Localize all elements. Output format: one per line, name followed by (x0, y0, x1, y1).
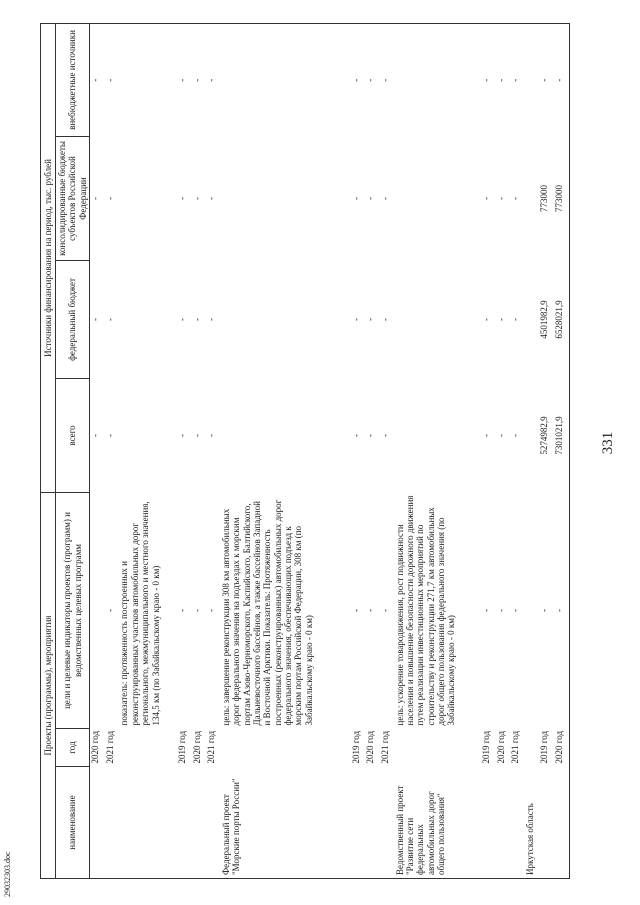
cell-extra: - (105, 23, 120, 136)
table-row (221, 23, 351, 878)
table-row (177, 23, 192, 878)
table-row (90, 23, 105, 878)
cell-extra (221, 23, 351, 136)
cell-extra: - (206, 23, 221, 136)
cell-total: - (90, 433, 101, 437)
table-row (395, 23, 481, 878)
cell-name (206, 767, 221, 879)
cell-federal (221, 260, 351, 378)
table-row (525, 23, 540, 878)
cell-regional: - (191, 196, 202, 200)
cell-total (221, 378, 351, 492)
cell-goal: - (539, 609, 550, 612)
cell-total: - (104, 433, 115, 437)
cell-federal: - (365, 317, 376, 321)
cell-name (380, 767, 395, 879)
table-row (539, 23, 554, 878)
cell-name (539, 767, 554, 879)
cell-extra: - (496, 23, 511, 136)
cell-total (395, 378, 481, 492)
cell-federal: 6528021,9 (554, 260, 569, 378)
cell-name (510, 767, 525, 879)
cell-regional (221, 136, 351, 260)
cell-regional: - (104, 196, 115, 200)
cell-name: Иркутская область (525, 767, 540, 879)
cell-total: - (350, 433, 361, 437)
cell-year (395, 729, 481, 767)
cell-goal: - (365, 609, 376, 612)
cell-year (119, 729, 177, 767)
cell-name: Ведомственный проект "Развитие сети федеральных автомобильных дорог общего пользования" (395, 767, 481, 879)
cell-extra: - (554, 23, 569, 136)
table-row (192, 23, 207, 878)
cell-goal: - (379, 609, 390, 612)
table-row (554, 23, 569, 878)
cell-total: 5274982,9 (539, 416, 550, 455)
cell-regional: - (365, 196, 376, 200)
cell-total (119, 378, 177, 492)
cell-name (90, 767, 105, 879)
cell-regional (119, 136, 177, 260)
cell-extra (119, 23, 177, 136)
cell-year: 2020 год (554, 729, 569, 767)
cell-goal: - (350, 609, 361, 612)
cell-name (481, 767, 496, 879)
cell-extra: - (351, 23, 366, 136)
cell-extra (525, 23, 540, 136)
cell-goal: показатель: протяженность построенных и реконструированных участков автомобильных дорог регионального, межмуниципального и местного значения, 134,5 км (по Забайкальскому краю - 0 км) (119, 501, 161, 726)
cell-year: 2020 год (365, 730, 376, 764)
cell-goal: - (554, 492, 569, 728)
cell-regional: - (206, 196, 217, 200)
cell-year: 2020 год (495, 730, 506, 764)
cell-total: - (191, 433, 202, 437)
header-name: наименование (56, 767, 90, 879)
header-financing-group: Источники финансирования на период, тыс. рублей (41, 23, 56, 492)
cell-total: - (510, 433, 521, 437)
header-extrabudget: внебюджетные источники (56, 23, 90, 136)
cell-federal: - (177, 317, 188, 321)
header-goals: цели и целевые индикаторы проектов (программ) и ведомственных целевых программ (56, 492, 90, 728)
cell-extra (395, 23, 481, 136)
cell-extra: - (192, 23, 207, 136)
cell-total: - (495, 433, 506, 437)
cell-year: 2019 год (480, 730, 491, 764)
cell-federal: - (104, 317, 115, 321)
cell-federal: - (495, 317, 506, 321)
cell-federal: - (350, 317, 361, 321)
cell-regional: - (379, 196, 390, 200)
cell-federal: - (379, 317, 390, 321)
cell-total: 7301021,9 (554, 378, 569, 492)
cell-name (192, 767, 207, 879)
cell-federal: - (206, 317, 217, 321)
cell-federal: - (191, 317, 202, 321)
cell-year (221, 729, 351, 767)
cell-regional: - (510, 196, 521, 200)
header-projects-group: Проекты (программы), мероприятия (41, 492, 56, 878)
cell-regional (395, 136, 481, 260)
cell-total: - (365, 433, 376, 437)
cell-regional: - (177, 196, 188, 200)
cell-federal (525, 260, 540, 378)
table-row (351, 23, 366, 878)
cell-regional: - (90, 196, 101, 200)
header-year: год (56, 729, 90, 767)
table-body (90, 23, 570, 878)
financing-table (40, 23, 570, 879)
cell-year (525, 729, 540, 767)
cell-goal (525, 492, 540, 728)
cell-extra: - (539, 23, 554, 136)
table-row (510, 23, 525, 878)
cell-extra: - (177, 23, 192, 136)
cell-year: 2019 год (350, 730, 361, 764)
table-row (380, 23, 395, 878)
cell-name: Федеральный проект "Морские порты России" (221, 767, 351, 879)
cell-goal: - (480, 609, 491, 612)
cell-regional: - (350, 196, 361, 200)
cell-year: 2020 год (90, 730, 101, 764)
cell-total: - (480, 433, 491, 437)
table-row (481, 23, 496, 878)
cell-federal: - (90, 317, 101, 321)
cell-extra: - (380, 23, 395, 136)
cell-year: 2021 год (104, 730, 115, 764)
cell-goal: цель: ускорение товародвижения, рост подвижности населения и повышение безопасности дорожного движения путем реализации инвестиционных мероприятий по строительству и реконструкции 271,7 км автомобильных дорог общего пользования федерального значения (по Забайкальскому краю - 0 км) (394, 495, 457, 726)
cell-year: 2020 год (191, 730, 202, 764)
cell-name (496, 767, 511, 879)
cell-regional: 773000 (539, 184, 550, 212)
table-row (365, 23, 380, 878)
header-federal: федеральный бюджет (56, 260, 90, 378)
cell-name (105, 767, 120, 879)
header-regional: консолидированные бюджеты субъектов Российской Федерации (56, 136, 90, 260)
cell-federal: - (480, 317, 491, 321)
cell-total (525, 378, 540, 492)
cell-name (351, 767, 366, 879)
table-row (119, 23, 177, 878)
cell-extra: - (510, 23, 525, 136)
doc-filename: 29032303.doc (3, 851, 12, 897)
cell-year: 2021 год (206, 730, 217, 764)
cell-goal: - (177, 609, 188, 612)
cell-total: - (379, 433, 390, 437)
page-number: 331 (600, 431, 616, 455)
cell-total: - (206, 433, 217, 437)
cell-name (365, 767, 380, 879)
cell-year: 2021 год (379, 730, 390, 764)
cell-goal: - (104, 609, 115, 612)
cell-extra: - (481, 23, 496, 136)
cell-goal: цель: завершение реконструкции 308 км автомобильных дорог федерального значения на подъездах к морским портам Азово-Черноморского, Каспийского, Балтийского, Дальневосточного бассейнов, а также бассейнов Западной и Восточной Арктики. Показатель: Протяженность построенных (реконструированных) автомобильных дорог федерального значения, обеспечивающих подъезд к морским портам Российской Федерации, 308 км (по Забайкальскому краю - 0 км) (220, 499, 314, 726)
cell-year: 2021 год (510, 730, 521, 764)
cell-name (119, 767, 177, 879)
cell-name (177, 767, 192, 879)
cell-regional (525, 136, 540, 260)
table-row (105, 23, 120, 878)
cell-extra: - (90, 23, 105, 136)
cell-goal (90, 492, 105, 728)
cell-name (554, 767, 569, 879)
cell-goal: - (191, 609, 202, 612)
cell-goal: - (206, 609, 217, 612)
cell-federal (395, 260, 481, 378)
cell-federal: 4501982,9 (539, 300, 550, 339)
table-row (206, 23, 221, 878)
cell-year: 2019 год (177, 730, 188, 764)
header-total: всего (56, 378, 90, 492)
cell-total: - (177, 433, 188, 437)
cell-extra: - (365, 23, 380, 136)
cell-regional: 773000 (554, 136, 569, 260)
cell-regional: - (480, 196, 491, 200)
cell-goal: - (510, 609, 521, 612)
cell-federal (119, 260, 177, 378)
cell-regional: - (495, 196, 506, 200)
cell-year: 2019 год (539, 730, 550, 764)
cell-goal: - (495, 609, 506, 612)
cell-federal: - (510, 317, 521, 321)
table-row (496, 23, 511, 878)
